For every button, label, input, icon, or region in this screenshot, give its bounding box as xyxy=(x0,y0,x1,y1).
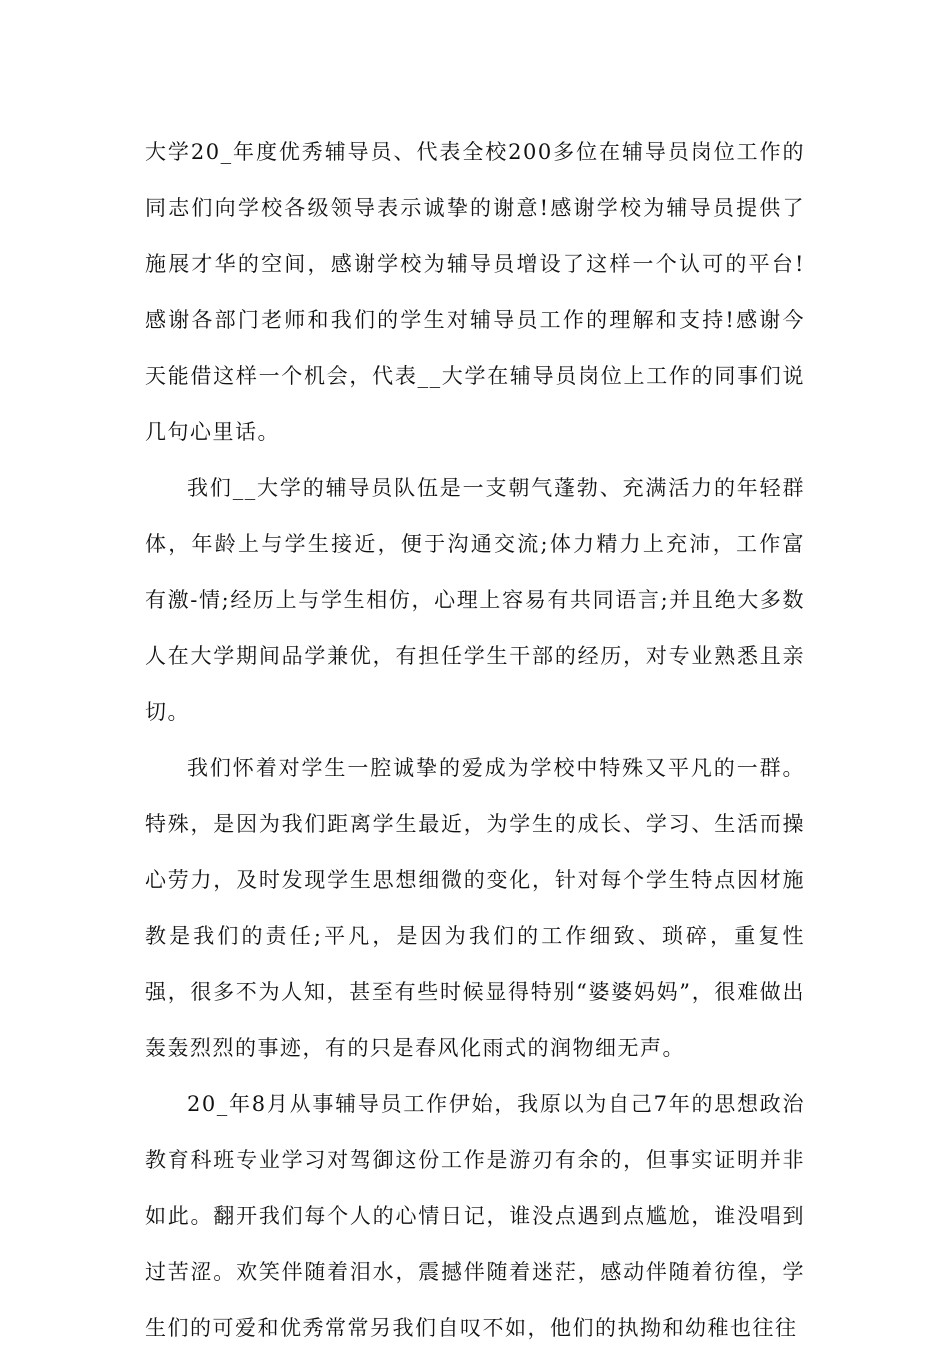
paragraph-4: 20_年8月从事辅导员工作伊始，我原以为自己7年的思想政治教育科班专业学习对驾御这份工作是游刃有余的，但事实证明并非如此。翻开我们每个人的心情日记，谁没点遇到点尴尬，谁没唱到过苦涩。欢笑伴随着泪水，震撼伴随着迷茫，感动伴随着彷徨，学生们的可爱和优秀常常另我们自叹不如，他们的执拗和幼稚也往往 xyxy=(145,1092,805,1340)
paragraph-1: 大学20_年度优秀辅导员、代表全校200多位在辅导员岗位工作的同志们向学校各级领导表示诚挚的谢意!感谢学校为辅导员提供了施展才华的空间，感谢学校为辅导员增设了这样一个认可的平台!感谢各部门老师和我们的学生对辅导员工作的理解和支持!感谢今天能借这样一个机会，代表__大学在辅导员岗位上工作的同事们说几句心里话。 xyxy=(145,140,805,444)
document-body xyxy=(145,124,805,1356)
paragraph-2: 我们__大学的辅导员队伍是一支朝气蓬勃、充满活力的年轻群体，年龄上与学生接近，便于沟通交流;体力精力上充沛，工作富有激-情;经历上与学生相仿，心理上容易有共同语言;并且绝大多数人在大学期间品学兼优，有担任学生干部的经历，对专业熟悉且亲切。 xyxy=(145,476,805,724)
paragraph-3: 我们怀着对学生一腔诚挚的爱成为学校中特殊又平凡的一群。特殊，是因为我们距离学生最近，为学生的成长、学习、生活而操心劳力，及时发现学生思想细微的变化，针对每个学生特点因材施教是我们的责任;平凡，是因为我们的工作细致、琐碎，重复性强，很多不为人知，甚至有些时候显得特别“婆婆妈妈”，很难做出轰轰烈烈的事迹，有的只是春风化雨式的润物细无声。 xyxy=(145,756,805,1060)
